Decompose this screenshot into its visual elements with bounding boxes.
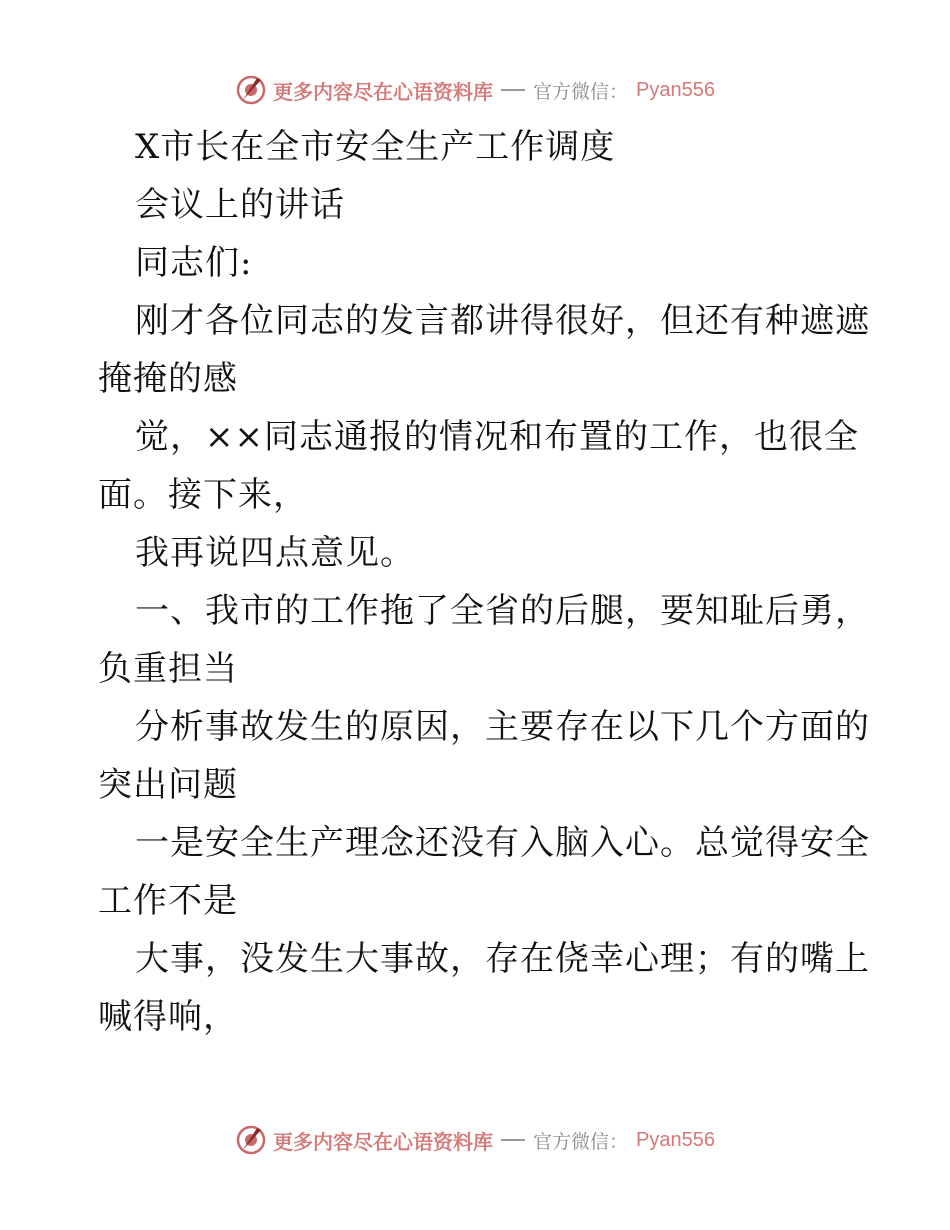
- quill-logo-icon: [235, 1124, 267, 1156]
- doc-line: X市长在全市安全生产工作调度: [135, 127, 616, 167]
- doc-line: 突出问题: [98, 765, 238, 805]
- banner-wechat-id: Pyan556: [636, 1128, 715, 1151]
- doc-line: 负重担当: [98, 649, 238, 689]
- doc-line: 同志们:: [135, 243, 253, 283]
- banner-dash: [501, 89, 525, 91]
- banner-wechat-id: Pyan556: [636, 78, 715, 101]
- doc-line: 喊得响，: [98, 997, 238, 1037]
- doc-line: 面。接下来，: [98, 475, 308, 515]
- doc-line: 会议上的讲话: [135, 185, 345, 225]
- banner-dash: [501, 1139, 525, 1141]
- doc-line: 一是安全生产理念还没有入脑入心。总觉得安全: [135, 823, 870, 863]
- doc-line: 工作不是: [98, 881, 238, 921]
- banner-site-text: 更多内容尽在心语资料库: [273, 1129, 493, 1154]
- doc-line: 我再说四点意见。: [135, 533, 415, 573]
- doc-line: 大事，没发生大事故，存在侥幸心理；有的嘴上: [135, 939, 870, 979]
- doc-line: 刚才各位同志的发言都讲得很好，但还有种遮遮: [135, 301, 870, 341]
- doc-line: 掩掩的感: [98, 359, 238, 399]
- quill-logo-icon: [235, 74, 267, 106]
- header-banner: [0, 70, 950, 110]
- doc-line: 一、我市的工作拖了全省的后腿，要知耻后勇，: [135, 591, 870, 631]
- banner-wechat-label: 官方微信：: [533, 80, 629, 103]
- doc-line: 分析事故发生的原因，主要存在以下几个方面的: [135, 707, 870, 747]
- banner-site-text: 更多内容尽在心语资料库: [273, 79, 493, 104]
- banner-wechat-label: 官方微信：: [533, 1130, 629, 1153]
- document-body: [98, 118, 870, 1046]
- footer-banner: [0, 1120, 950, 1160]
- doc-line: 觉，××同志通报的情况和布置的工作，也很全: [135, 417, 859, 457]
